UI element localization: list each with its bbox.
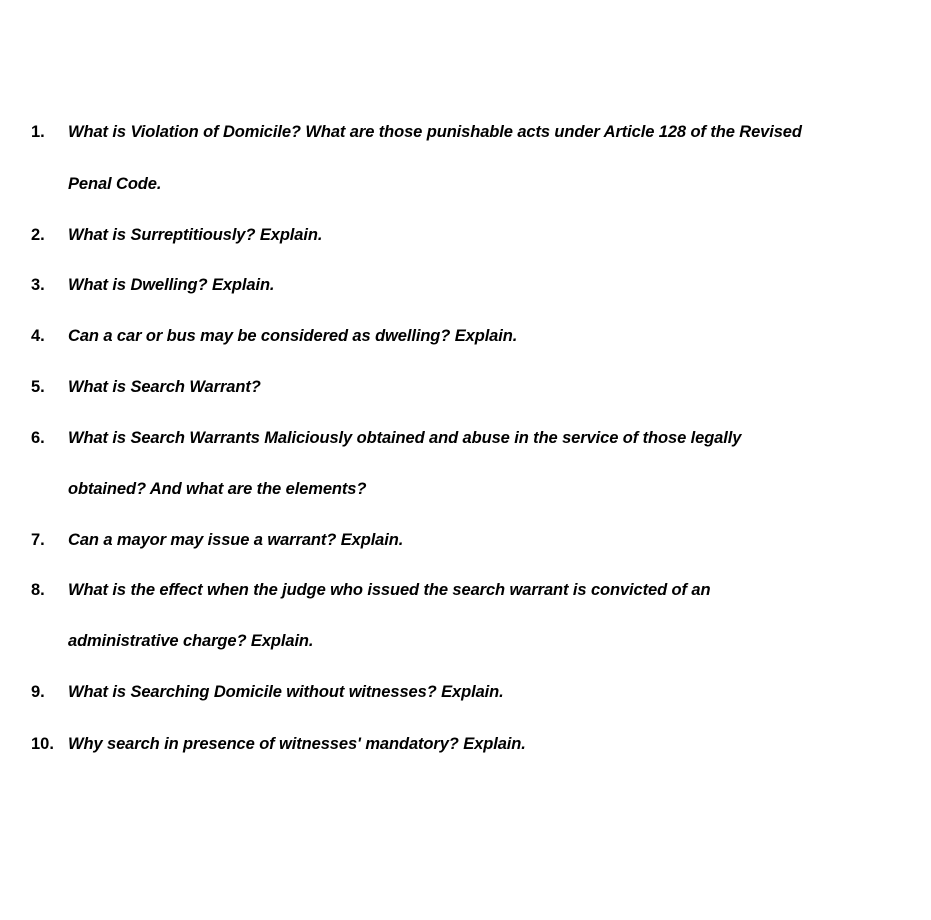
question-text: What is Searching Domicile without witnesses? Explain.: [68, 683, 504, 701]
question-number: 5.: [31, 378, 45, 396]
question-text: Penal Code.: [68, 175, 162, 193]
question-text: What is Surreptitiously? Explain.: [68, 226, 323, 244]
question-text: administrative charge? Explain.: [68, 632, 314, 650]
question-number: 8.: [31, 581, 45, 599]
question-number: 1.: [31, 123, 45, 141]
question-number: 10.: [31, 735, 54, 753]
question-text: obtained? And what are the elements?: [68, 480, 367, 498]
question-number: 2.: [31, 226, 45, 244]
question-text: What is Search Warrant?: [68, 378, 261, 396]
question-number: 6.: [31, 429, 45, 447]
question-number: 7.: [31, 531, 45, 549]
question-text: Can a mayor may issue a warrant? Explain.: [68, 531, 404, 549]
question-number: 9.: [31, 683, 45, 701]
question-number: 3.: [31, 276, 45, 294]
question-text: What is the effect when the judge who issued the search warrant is convicted of an: [68, 581, 711, 599]
question-number: 4.: [31, 327, 45, 345]
question-text: Can a car or bus may be considered as dwelling? Explain.: [68, 327, 518, 345]
question-text: What is Search Warrants Maliciously obtained and abuse in the service of those legally: [68, 429, 742, 447]
question-text: What is Violation of Domicile? What are those punishable acts under Article 128 of the Revised: [68, 123, 802, 141]
question-text: Why search in presence of witnesses' mandatory? Explain.: [68, 735, 526, 753]
question-text: What is Dwelling? Explain.: [68, 276, 275, 294]
